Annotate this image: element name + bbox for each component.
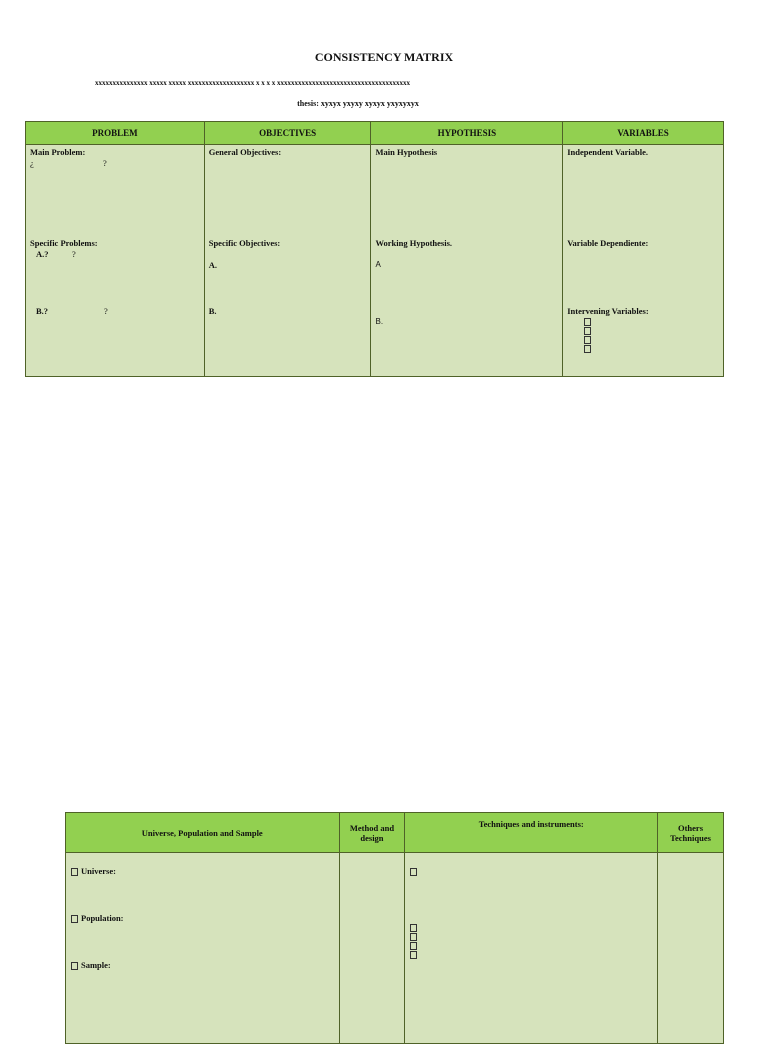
consistency-matrix-table xyxy=(25,121,724,377)
method-design-cell xyxy=(339,853,405,1044)
matrix-header-row xyxy=(26,122,724,145)
population-label: Population: xyxy=(81,913,124,923)
main-problem-open: ¿ xyxy=(30,158,34,168)
universe-label: Universe: xyxy=(81,866,116,876)
technique-bullet xyxy=(410,866,420,876)
bullet-box-icon xyxy=(584,336,591,344)
methodology-table xyxy=(65,812,724,1044)
subtitle-line: xxxxxxxxxxxxxxx xxxxx xxxxx xxxxxxxxxxxxxxxxxxx x x x x xxxxxxxxxxxxxxxxxxxxxxxxxxxxxxxxxxxxxx xyxy=(95,79,410,87)
others-techniques-cell xyxy=(658,853,724,1044)
header-others-techniques: Others Techniques xyxy=(658,813,724,853)
instrument-bullets xyxy=(410,923,420,959)
bullet-box-icon xyxy=(71,915,78,923)
methodology-body-row xyxy=(66,853,724,1044)
specific-problem-b-close: ? xyxy=(104,306,108,316)
page-title: CONSISTENCY MATRIX xyxy=(314,50,454,64)
header-hypothesis: HYPOTHESIS xyxy=(371,122,563,145)
problem-cell xyxy=(26,145,205,377)
universe-cell xyxy=(66,853,340,1044)
intervening-variables-list xyxy=(567,317,591,353)
hypothesis-a-label: A xyxy=(375,260,381,269)
dependent-variable-label: Variable Dependiente: xyxy=(567,238,649,248)
objectives-cell xyxy=(204,145,371,377)
bullet-box-icon xyxy=(584,318,591,326)
objective-b-label: B. xyxy=(208,306,217,316)
working-hypothesis-label: Working Hypothesis. xyxy=(375,238,453,248)
specific-problem-a-close: ? xyxy=(72,249,76,259)
independent-variable-label: Independent Variable. xyxy=(567,147,648,157)
specific-problem-a: A.? xyxy=(36,249,49,259)
header-problem: PROBLEM xyxy=(26,122,205,145)
bullet-box-icon xyxy=(71,962,78,970)
bullet-box-icon xyxy=(584,327,591,335)
universe-row xyxy=(71,866,116,876)
header-variables: VARIABLES xyxy=(563,122,724,145)
main-hypothesis-label: Main Hypothesis xyxy=(375,147,438,157)
main-problem-label: Main Problem: xyxy=(30,147,86,157)
techniques-cell xyxy=(405,853,658,1044)
specific-problems-label: Specific Problems: xyxy=(30,238,98,248)
header-objectives: OBJECTIVES xyxy=(204,122,371,145)
header-techniques-instruments: Techniques and instruments: xyxy=(405,813,658,853)
objective-a-label: A. xyxy=(208,260,217,270)
thesis-line: thesis: xyxyx yxyxy xyxyx yxyxyxyx xyxy=(297,99,419,108)
specific-problem-b: B.? xyxy=(36,306,49,316)
bullet-box-icon xyxy=(410,951,417,959)
bullet-box-icon xyxy=(71,868,78,876)
specific-objectives-label: Specific Objectives: xyxy=(208,238,281,248)
header-method-design: Method and design xyxy=(339,813,405,853)
methodology-header-row xyxy=(66,813,724,853)
general-objectives-label: General Objectives: xyxy=(208,147,282,157)
sample-label: Sample: xyxy=(81,960,111,970)
variables-cell xyxy=(563,145,724,377)
bullet-box-icon xyxy=(584,345,591,353)
bullet-box-icon xyxy=(410,924,417,932)
sample-row xyxy=(71,960,111,970)
bullet-box-icon xyxy=(410,933,417,941)
population-row xyxy=(71,913,124,923)
intervening-variables-label: Intervening Variables: xyxy=(567,306,649,316)
bullet-box-icon xyxy=(410,868,417,876)
bullet-box-icon xyxy=(410,942,417,950)
hypothesis-cell xyxy=(371,145,563,377)
hypothesis-b-label: B. xyxy=(375,317,384,326)
matrix-body-row xyxy=(26,145,724,377)
header-universe-population-sample: Universe, Population and Sample xyxy=(66,813,340,853)
main-problem-close: ? xyxy=(103,158,107,168)
